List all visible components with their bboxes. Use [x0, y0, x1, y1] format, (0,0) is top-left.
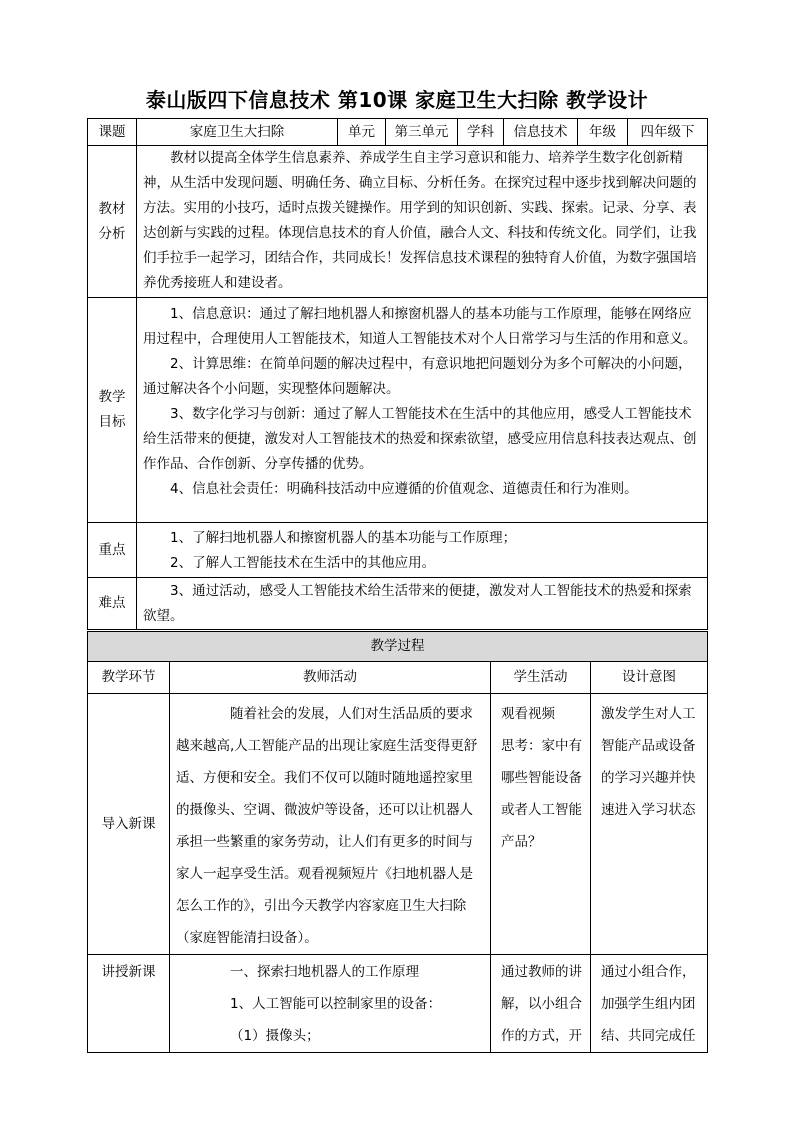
column-header: 教师活动 — [170, 662, 491, 694]
difficult-point-text: 3、通过活动，感受人工智能技术给生活带来的便捷，激发对人工智能技术的热爱和探索欲望。 — [143, 583, 692, 624]
design-intent-cell — [591, 955, 708, 1053]
document-title: 泰山版四下信息技术 第10课 家庭卫生大扫除 教学设计 — [145, 88, 649, 112]
topic-label: 课题 — [88, 119, 137, 146]
column-header: 教学环节 — [88, 662, 170, 694]
design-intent-text: 通过小组合作，加强学生组内团结、共同完成任 — [601, 964, 696, 1044]
material-text: 教材以提高全体学生信息素养、养成学生自主学习意识和能力、培养学生数字化创新精神，从生活中发现问题、明确任务、确立目标、分析任务。在探究过程中逐步找到解决问题的方法。实用的小技巧，适时点拨关键操作。用学到的知识创新、实践、探索。记录、分享、表达创新与实践的过程。体现信息技术的育人价值，融合人文、科技和传统文化。同学们，让我们手拉手一起学习，团结合作，共同成长！发挥信息技术课程的独特育人价值，为数字强国培养优秀接班人和建设者。 — [143, 150, 697, 291]
teacher-activity-line: 一、探索扫地机器人的工作原理 — [230, 964, 419, 980]
unit-value: 第三单元 — [386, 119, 458, 146]
goal-item: 3、数字化学习与创新：通过了解人工智能技术在生活中的其他应用，感受人工智能技术给生活带来的便捷，激发对人工智能技术的热爱和探索欲望，感受应用信息科技表达观点、创作作品、合作创新、分享传播的优势。 — [143, 406, 697, 472]
key-points-label: 重点 — [88, 523, 137, 578]
process-header-row — [88, 662, 708, 694]
student-activity-cell — [491, 694, 591, 955]
student-activity-cell — [491, 955, 591, 1053]
key-point-item: 2、了解人工智能技术在生活中的其他应用。 — [170, 555, 436, 571]
goals-label-line1: 教学 — [98, 389, 126, 405]
teacher-activity-line: 1、人工智能可以控制家里的设备： — [230, 996, 442, 1012]
lesson-info-table — [87, 118, 708, 630]
stage-cell: 导入新课 — [88, 694, 170, 955]
goal-item: 1、信息意识：通过了解扫地机器人和擦窗机器人的基本功能与工作原理，能够在网络应用过程中，合理使用人工智能技术，知道人工智能技术对个人日常学习与生活的作用和意义。 — [143, 306, 697, 347]
goals-label-line2: 目标 — [98, 414, 126, 430]
subject-label: 学科 — [458, 119, 504, 146]
student-activity-line: 思考：家中有哪些智能设备或者人工智能产品？ — [501, 738, 582, 850]
material-label-line2: 分析 — [98, 225, 126, 242]
key-point-item: 1、了解扫地机器人和擦窗机器人的基本功能与工作原理； — [170, 530, 517, 546]
table-row — [88, 694, 708, 955]
material-label-line1: 教材 — [98, 200, 126, 217]
grade-label: 年级 — [578, 119, 628, 146]
goal-item: 2、计算思维：在简单问题的解决过程中，有意识地把问题划分为多个可解决的小问题，通过解决各个小问题，实现整体问题解决。 — [143, 356, 692, 397]
design-intent-cell — [591, 694, 708, 955]
goals-content — [137, 298, 708, 523]
goals-row — [88, 298, 708, 523]
column-header: 设计意图 — [591, 662, 708, 694]
difficult-points-content — [137, 578, 708, 630]
process-heading-row — [88, 632, 708, 662]
material-content — [137, 146, 708, 298]
key-points-row — [88, 523, 708, 578]
teacher-activity-text: 随着社会的发展，人们对生活品质的要求越来越高,人工智能产品的出现让家庭生活变得更舒适、方便和安全。我们不仅可以随时随地遥控家里的摄像头、空调、微波炉等设备，还可以让机器人承担一些繁重的家务劳动，让人们有更多的时间与家人一起享受生活。观看视频短片《扫地机器人是怎么工作的》，引出今天教学内容家庭卫生大扫除（家庭智能清扫设备）。 — [176, 706, 478, 946]
header-row — [88, 119, 708, 146]
material-label — [88, 146, 137, 298]
goals-label — [88, 298, 137, 523]
column-header: 学生活动 — [491, 662, 591, 694]
stage-cell: 讲授新课 — [88, 955, 170, 1053]
student-activity-line: 观看视频 — [501, 706, 555, 722]
goal-item: 4、信息社会责任：明确科技活动中应遵循的价值观念、道德责任和行为准则。 — [170, 481, 638, 497]
difficult-points-label: 难点 — [88, 578, 137, 630]
teaching-process-table — [87, 631, 708, 1053]
material-row — [88, 146, 708, 298]
student-activity-text: 通过教师的讲解，以小组合作的方式，开 — [501, 964, 582, 1044]
key-points-content — [137, 523, 708, 578]
design-intent-text: 激发学生对人工智能产品或设备的学习兴趣并快速进入学习状态 — [601, 706, 696, 818]
topic-value: 家庭卫生大扫除 — [137, 119, 338, 146]
teacher-activity-cell — [170, 694, 491, 955]
teacher-activity-line: （1）摄像头； — [230, 1028, 320, 1044]
process-heading: 教学过程 — [88, 632, 708, 662]
subject-value: 信息技术 — [504, 119, 578, 146]
table-row — [88, 955, 708, 1053]
teacher-activity-cell — [170, 955, 491, 1053]
grade-value: 四年级下 — [628, 119, 708, 146]
unit-label: 单元 — [338, 119, 386, 146]
difficult-points-row — [88, 578, 708, 630]
